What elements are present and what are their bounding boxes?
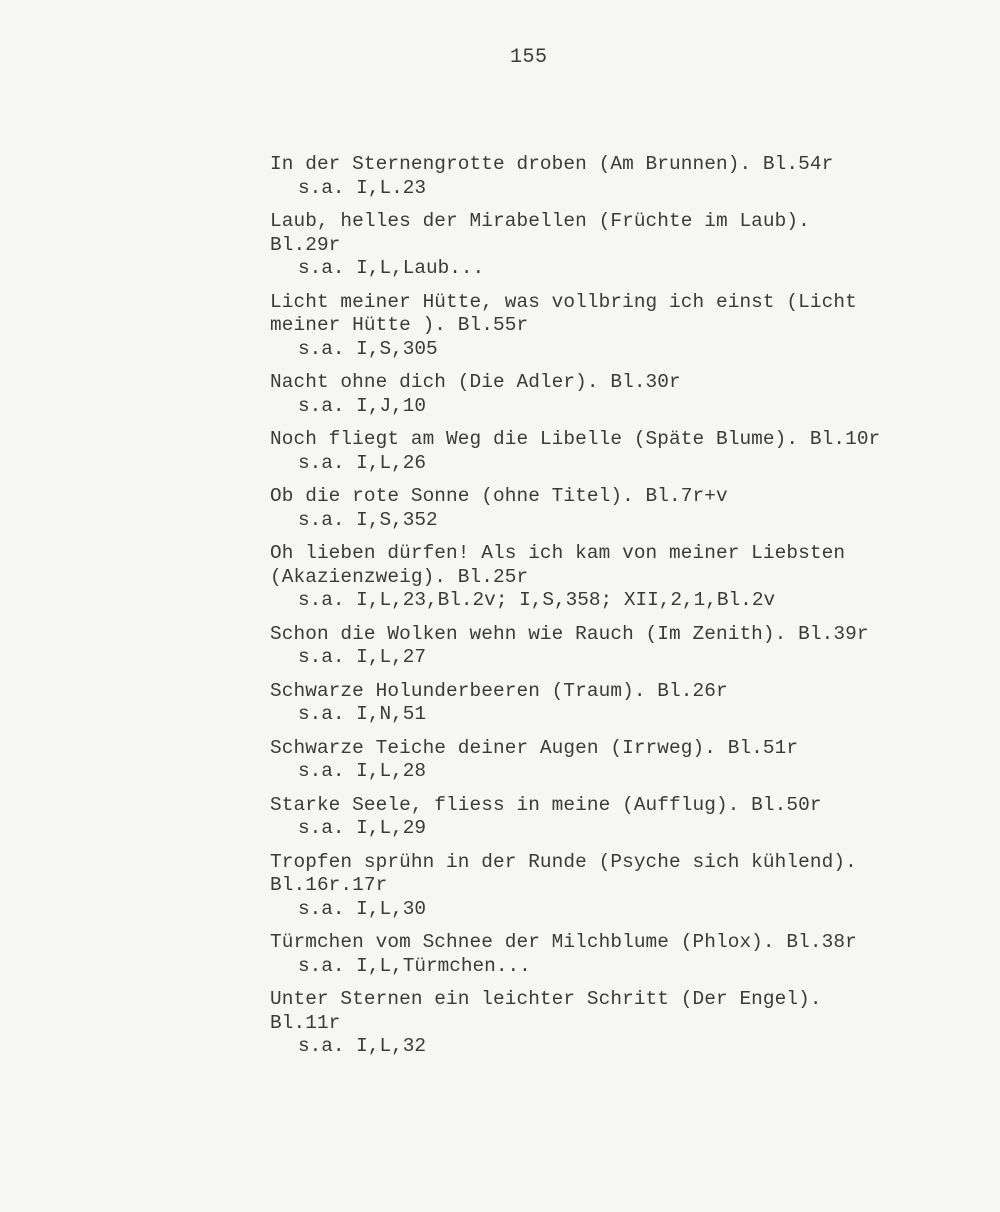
entry-title-line: Oh lieben dürfen! Als ich kam von meiner Liebsten: [270, 542, 846, 564]
entry-title-line: Ob die rote Sonne (ohne Titel). Bl.7r+v: [270, 485, 728, 507]
entry-title-line: Starke Seele, fliess in meine (Aufflug). Bl.50r: [270, 793, 822, 816]
entry-cross-reference: s.a. I,L.23: [298, 176, 426, 199]
entry-cross-reference: s.a. I,L,27: [298, 646, 426, 668]
entry-cross-reference: s.a. I,L,29: [298, 817, 426, 839]
entry-cross-reference: s.a. I,L,26: [298, 451, 426, 474]
entry-title-line: Schon die Wolken wehn wie Rauch (Im Zenith). Bl.39r: [270, 622, 869, 645]
entry-title-line: Nacht ohne dich (Die Adler). Bl.30r: [270, 371, 681, 393]
index-entry: [270, 210, 960, 281]
entry-title-line: (Akazienzweig). Bl.25r: [270, 565, 529, 588]
entry-title-line: meiner Hütte ). Bl.55r: [270, 314, 529, 336]
index-entry: [270, 485, 960, 532]
entry-cross-reference: s.a. I,J,10: [298, 394, 426, 417]
index-entry: [270, 542, 960, 613]
entry-cross-reference: s.a. I,L,Laub...: [298, 257, 485, 279]
entry-cross-reference: s.a. I,S,352: [298, 508, 438, 531]
index-entry: [270, 371, 960, 418]
index-entry: [270, 680, 960, 727]
index-entry: [270, 623, 960, 670]
index-entry: [270, 931, 960, 978]
page-number: 155: [510, 46, 548, 69]
index-entry: [270, 291, 960, 362]
entry-title-line: Licht meiner Hütte, was vollbring ich einst (Licht: [270, 290, 857, 313]
entry-cross-reference: s.a. I,L,32: [298, 1035, 426, 1057]
entry-title-line: Unter Sternen ein leichter Schritt (Der Engel).: [270, 988, 822, 1010]
index-entry: [270, 794, 960, 841]
entry-cross-reference: s.a. I,L,23,Bl.2v; I,S,358; XII,2,1,Bl.2v: [298, 589, 776, 611]
entry-title-line: Bl.16r.17r: [270, 874, 388, 896]
entry-title-line: Bl.29r: [270, 233, 341, 256]
entry-cross-reference: s.a. I,N,51: [298, 703, 426, 725]
entry-title-line: Schwarze Teiche deiner Augen (Irrweg). Bl.51r: [270, 736, 799, 759]
entry-title-line: Noch fliegt am Weg die Libelle (Späte Blume). Bl.10r: [270, 428, 881, 450]
entry-title-line: Tropfen sprühn in der Runde (Psyche sich kühlend).: [270, 850, 857, 873]
entry-cross-reference: s.a. I,L,Türmchen...: [298, 954, 531, 977]
entry-cross-reference: s.a. I,L,28: [298, 760, 426, 782]
entry-title-line: Schwarze Holunderbeeren (Traum). Bl.26r: [270, 679, 728, 702]
entry-cross-reference: s.a. I,S,305: [298, 337, 438, 360]
index-entry: [270, 988, 960, 1059]
entry-title-line: Türmchen vom Schnee der Milchblume (Phlox). Bl.38r: [270, 931, 857, 953]
index-entry-list: [270, 153, 960, 1069]
entry-title-line: In der Sternengrotte droben (Am Brunnen). Bl.54r: [270, 153, 834, 175]
entry-title-line: Bl.11r: [270, 1011, 341, 1034]
index-entry: [270, 851, 960, 922]
index-entry: [270, 153, 960, 200]
index-entry: [270, 737, 960, 784]
index-entry: [270, 428, 960, 475]
entry-cross-reference: s.a. I,L,30: [298, 897, 426, 920]
entry-title-line: Laub, helles der Mirabellen (Früchte im Laub).: [270, 210, 810, 232]
